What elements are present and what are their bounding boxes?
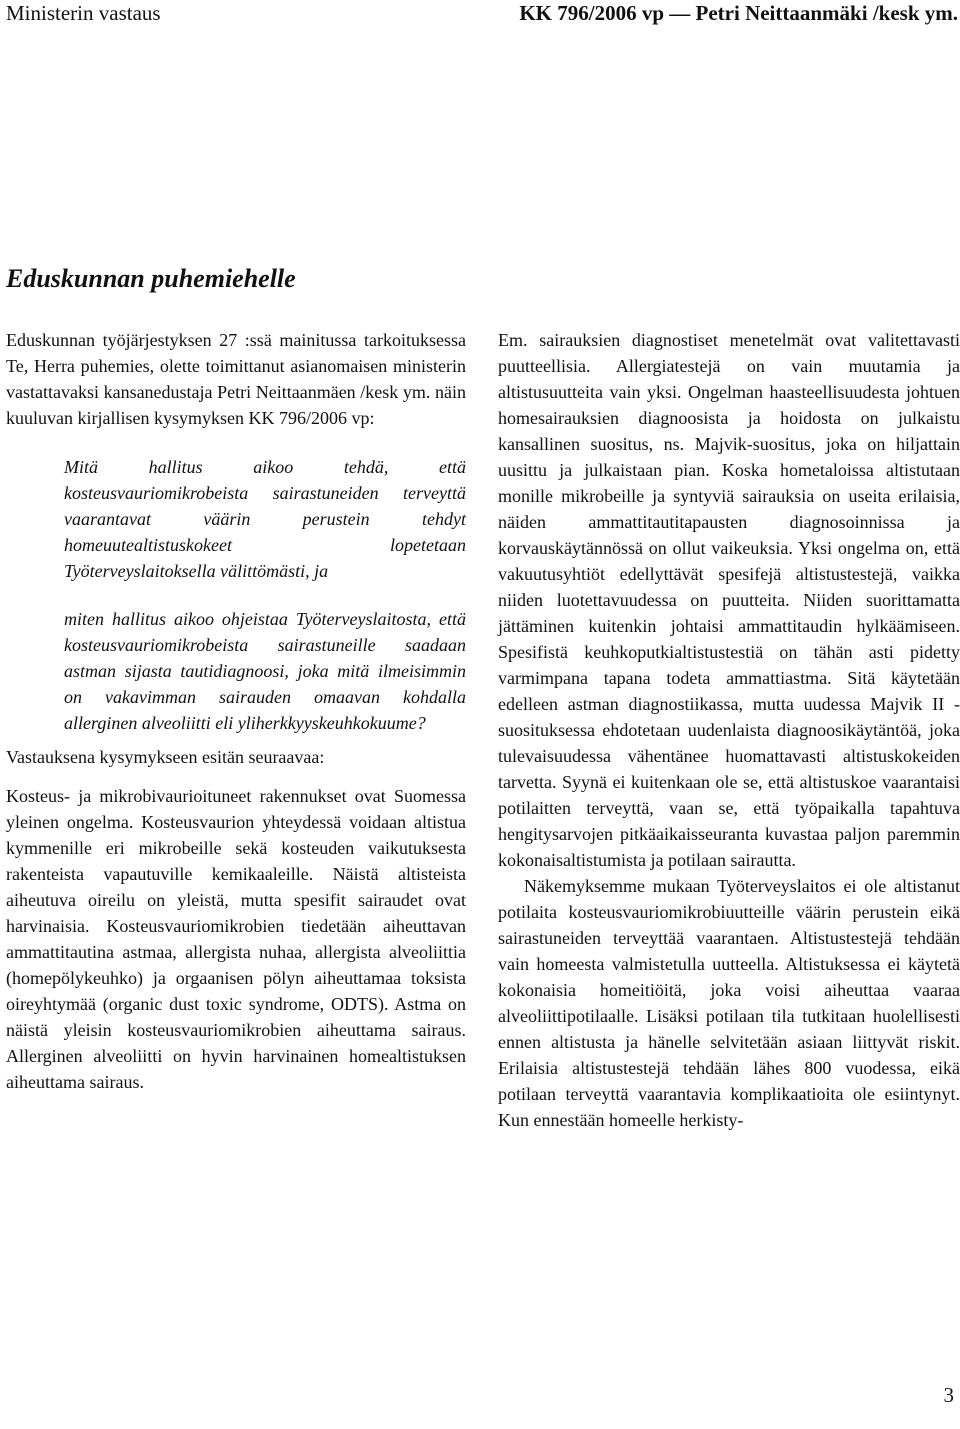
answer-intro: Vastauksena kysymykseen esitän seuraavaa:: [6, 747, 325, 767]
page-header: [0, 0, 960, 30]
right-paragraph-2: Näkemyksemme mukaan Työterveyslaitos ei ole altistanut potilaita kosteusvauriomikrobiuutteille väärin perustein eikä sairastuneiden terveyttää vaarantaen. Altistustestejä tehdään vain homeesta valmistetulla uutteella. Altistuksessa ei käytetä kokonaisia homeitiöitä, joka voisi aiheuttaa vaaraa alveoliittipotilaalle. Lisäksi potilaan tila tutkitaan huolellisesti ennen altistusta ja hänelle selvitetään asiaan liittyvät riskit. Erilaisia altistustestejä tehdään lähes 800 vuodessa, eikä potilaan terveyttä vaarantavia komplikaatioita ole esiintynyt. Kun ennestään homeelle herkisty-: [498, 876, 960, 1130]
answer-paragraph: Kosteus- ja mikrobivaurioituneet rakennukset ovat Suomessa yleinen ongelma. Kosteusvaurion yhteydessä voidaan altistua kymmenille eri mikrobeille sekä kosteuden vaikutuksesta rakenteista vapautuville kemikaaleille. Näistä altisteista aiheutuva oireilu on yleistä, mutta spesifit sairaudet ovat harvinaisia. Kosteusvauriomikrobien tiedetään aiheuttavan ammattitautina astmaa, allergista nuhaa, allergista alveoliittia (homepölykeuhko) ja orgaanisen pölyn aiheuttamaa toksista oireyhtymää (organic dust toxic syndrome, ODTS). Astma on näistä yleisin kosteusvauriomikrobien aiheuttama sairaus. Allerginen alveoliitti on hyvin harvinainen homealtistuksen aiheuttama sairaus.: [6, 786, 466, 1092]
intro-paragraph: Eduskunnan työjärjestyksen 27 :ssä mainitussa tarkoituksessa Te, Herra puhemies, olette toimittanut asianomaisen ministerin vastattavaksi kansanedustaja Petri Neittaanmäen /kesk ym. näin kuuluvan kirjallisen kysymyksen KK 796/2006 vp:: [6, 330, 466, 428]
page-title: Eduskunnan puhemiehelle: [6, 264, 296, 293]
header-document-reference: KK 796/2006 vp — Petri Neittaanmäki /kesk ym.: [519, 1, 958, 25]
right-paragraph-1: Em. sairauksien diagnostiset menetelmät ovat valitettavasti puutteellisia. Allergiatestejä on vain muutamia ja altistusuutteita vain yksi. Ongelman haasteellisuudesta johtuen homesairauksien diagnoosista ja hoidosta on julkaistu kansallinen suositus, ns. Majvik-suositus, joka on hiljattain uusittu ja julkaistaan pian. Koska hometaloissa altistutaan monille mikrobeille ja syntyviä sairauksia on useita erilaisia, näiden ammattitautitapausten diagnosoinnissa ja korvauskäytännössä on ollut vaikeuksia. Yksi ongelma on, että vakuutusyhtiöt edellyttävät spesifejä altistustestejä, vaikka niiden luotettavuudessa on puutteita. Niiden suorittamatta jättäminen kuitenkin johtaisi ammattitaudin hylkäämiseen. Spesifistä keuhkoputkialtistustestiä on tähän asti pidetty varmimpana tapana todeta ammattiastma. Sitä käytetään edelleen astman diagnostiikassa, mutta uudessa Majvik II -suosituksessa ehdotetaan uudenlaista diagnoosikäytäntöä, joka tulevaisuudessa vähentänee huomattavasti altistuskokeiden tarvetta. Syynä ei kuitenkaan ole se, että altistuskoe vaarantaisi potilaitten terveyttä, vaan se, että työpaikalla tapahtuva hengitysarvojen pitkäaikaisseuranta kuvastaa paljon paremmin kokonaisaltistumista ja potilaan sairautta.: [498, 330, 960, 870]
header-section-label: Ministerin vastaus: [6, 1, 161, 25]
page-number: 3: [943, 1383, 954, 1407]
question-2: miten hallitus aikoo ohjeistaa Työterveyslaitosta, että kosteusvauriomikrobeista sairastuneille saadaan astman sijasta tautidiagnoosi, joka mitä ilmeisimmin on vakavimman sairauden omaavan kohdalla allerginen alveoliitti eli yliherkkyyskeuhkokuume?: [64, 609, 466, 733]
right-column: [498, 327, 960, 1133]
question-1: Mitä hallitus aikoo tehdä, että kosteusvauriomikrobeista sairastuneiden terveyttä vaarantavat väärin perustein tehdyt homeuutealtistuskokeet lopetetaan Työterveyslaitoksella välittömästi, ja: [64, 457, 466, 581]
left-column: [6, 327, 466, 1095]
